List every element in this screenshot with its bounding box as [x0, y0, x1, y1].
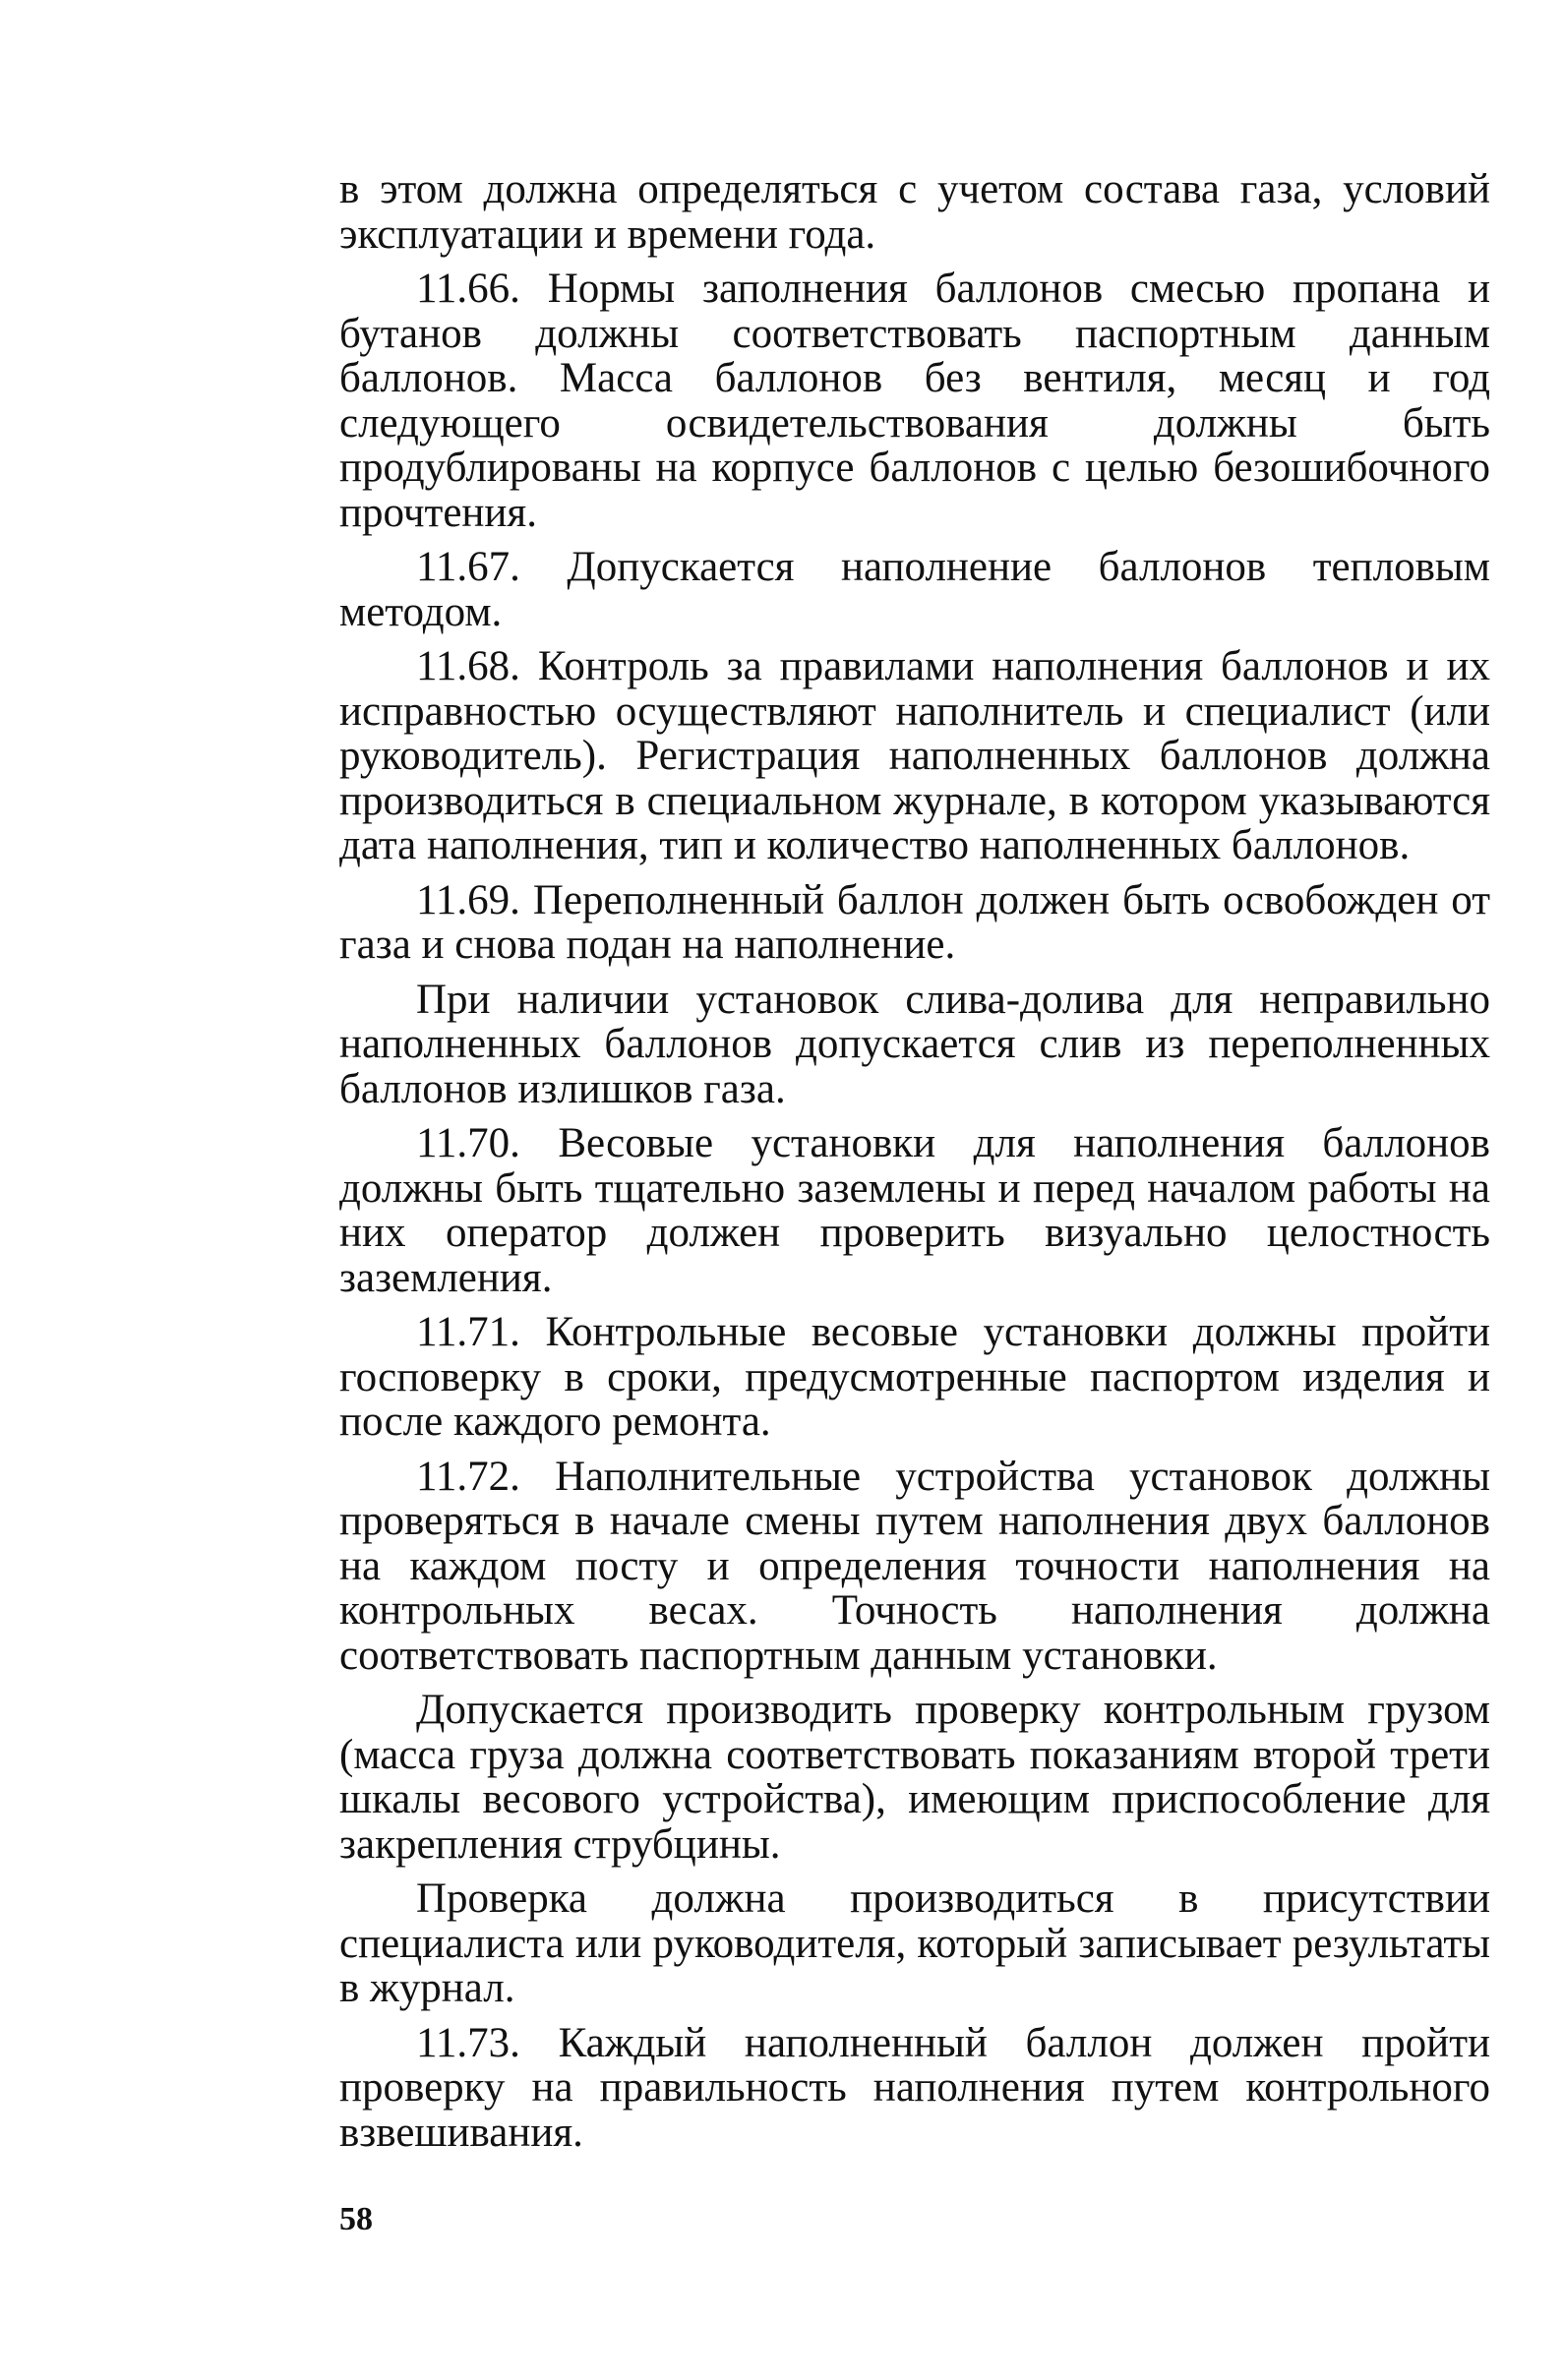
paragraph-11-71: 11.71. Контрольные весовые установки должны пройти госповерку в сроки, предусмотренные паспортом изделия и после каждого ремонта.: [339, 1309, 1490, 1445]
paragraph-11-73: 11.73. Каждый наполненный баллон должен пройти проверку на правильность наполнения путем контрольного взвешивания.: [339, 2019, 1490, 2156]
paragraph-11-69: 11.69. Переполненный баллон должен быть освобожден от газа и снова подан на наполнение.: [339, 876, 1490, 968]
paragraph-control-weight: Допускается производить проверку контрольным грузом (масса груза должна соответствовать показаниям второй трети шкалы весового устройства), имеющим приспособление для закрепления струбцины.: [339, 1687, 1490, 1868]
document-body: [339, 167, 1490, 2165]
paragraph-11-66: 11.66. Нормы заполнения баллонов смесью пропана и бутанов должны соответствовать паспортным данным баллонов. Масса баллонов без вентиля, месяц и год следующего освидетельствования должны быть продублированы на корпусе баллонов с целью безошибочного прочтения.: [339, 266, 1490, 536]
paragraph-continuation: в этом должна определяться с учетом состава газа, условий эксплуатации и времени года.: [339, 166, 1490, 258]
paragraph-11-67: 11.67. Допускается наполнение баллонов тепловым методом.: [339, 544, 1490, 635]
paragraph-11-70: 11.70. Весовые установки для наполнения баллонов должны быть тщательно заземлены и перед началом работы на них оператор должен проверить визуально целостность заземления.: [339, 1120, 1490, 1301]
paragraph-check-presence: Проверка должна производиться в присутствии специалиста или руководителя, который записывает результаты в журнал.: [339, 1875, 1490, 2011]
paragraph-drain-topup: При наличии установок слива-долива для неправильно наполненных баллонов допускается слив из переполненных баллонов излишков газа.: [339, 976, 1490, 1112]
paragraph-11-68: 11.68. Контроль за правилами наполнения баллонов и их исправностью осуществляют наполнитель и специалист (или руководитель). Регистрация наполненных баллонов должна производиться в специальном журнале, в котором указываются дата наполнения, тип и количество наполненных баллонов.: [339, 643, 1490, 868]
page-number: 58: [339, 2201, 373, 2237]
paragraph-11-72: 11.72. Наполнительные устройства установок должны проверяться в начале смены путем наполнения двух баллонов на каждом посту и определения точности наполнения на контрольных весах. Точность наполнения должна соответствовать паспортным данным установки.: [339, 1453, 1490, 1679]
